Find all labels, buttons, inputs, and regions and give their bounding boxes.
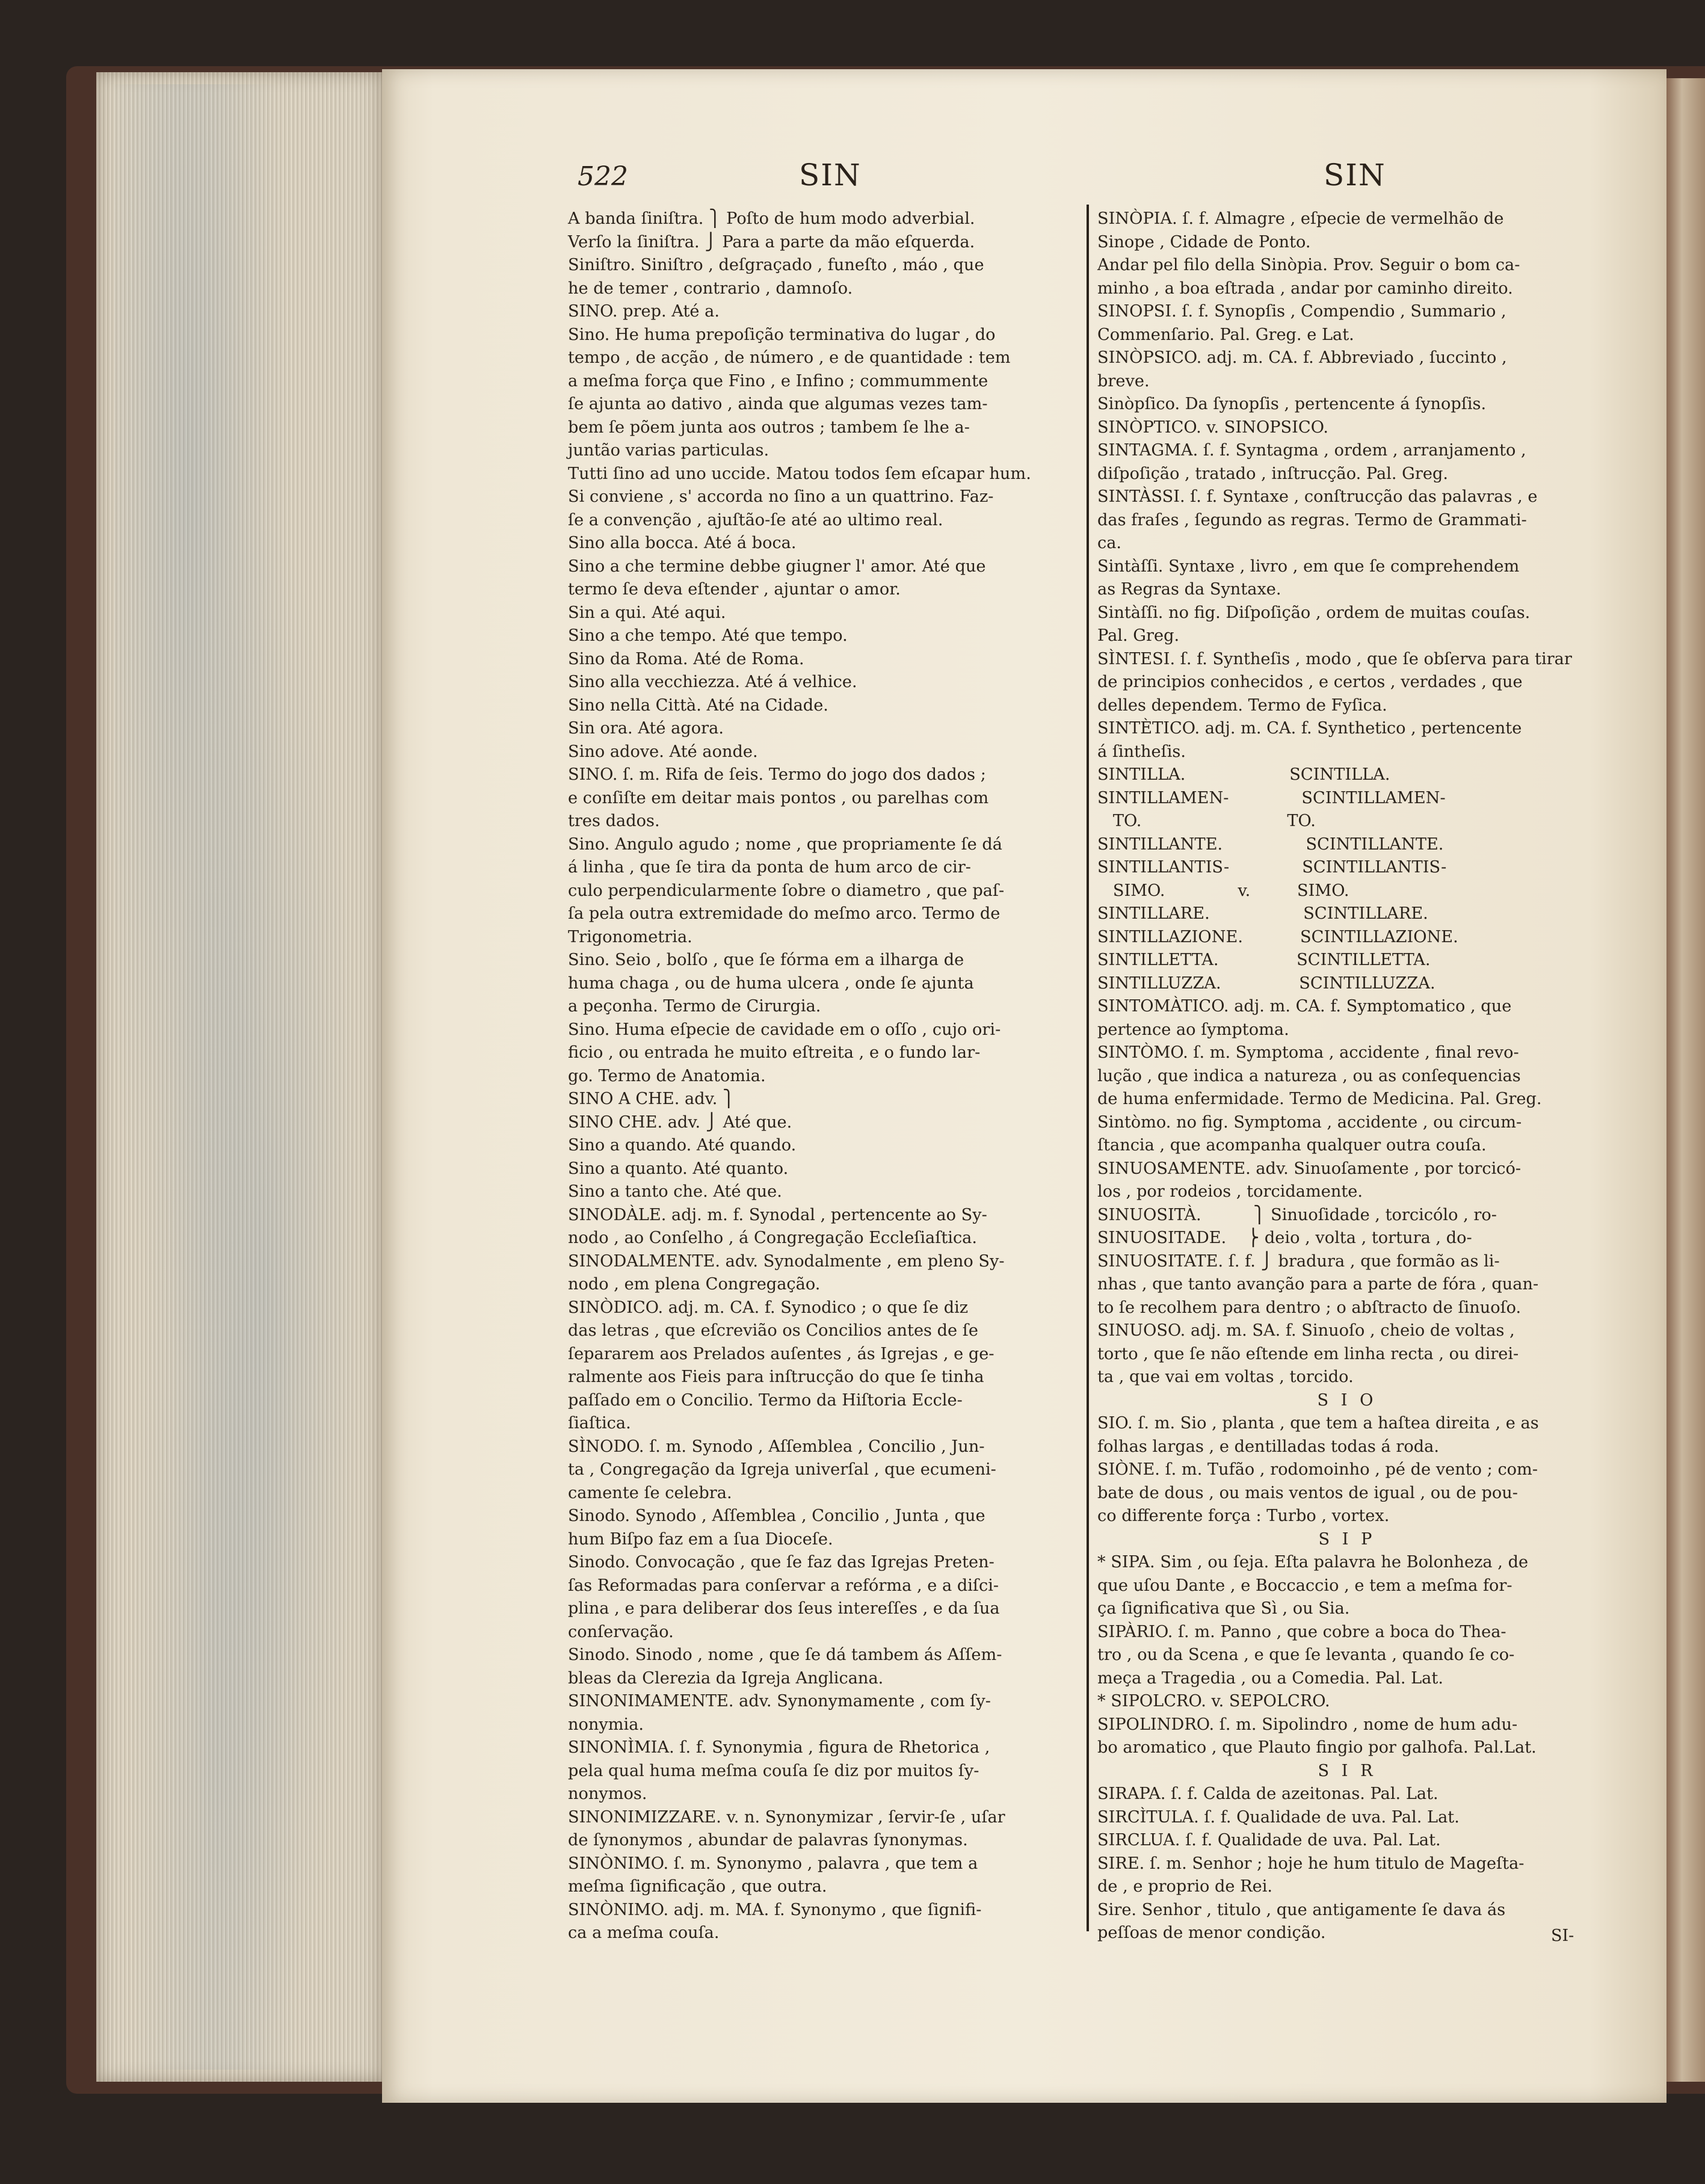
text-line: to ſe recolhem para dentro ; o abſtracto de ſinuoſo. — [1097, 1298, 1522, 1317]
text-line: Sintàſſi. Syntaxe , livro , em que ſe comprehendem — [1097, 557, 1520, 576]
sprinkled-edge-decoration — [114, 84, 367, 2070]
text-line: torto , que ſe não eſtende em linha recta , ou direi- — [1097, 1344, 1519, 1363]
text-line: Sire. Senhor , titulo , que antigamente ſe dava ás — [1097, 1900, 1506, 1919]
text-line: Sinodo. Synodo , Aſſemblea , Concilio , Junta , que — [568, 1507, 985, 1525]
text-line: SINTÈTICO. adj. m. CA. f. Synthetico , pertencente — [1097, 719, 1522, 738]
text-line: Sintòmo. no fig. Symptoma , accidente , ou circum- — [1097, 1112, 1522, 1132]
text-line: ca a meſma couſa. — [568, 1923, 720, 1942]
text-line: delles dependem. Termo de Fyſica. — [1097, 696, 1387, 715]
text-line: hum Biſpo faz em a ſua Dioceſe. — [568, 1529, 833, 1549]
text-line: SINÒPIA. ſ. f. Almagre , eſpecie de vermelhão de — [1097, 209, 1504, 228]
text-line: bem ſe põem junta aos outros ; tambem ſe lhe a- — [568, 418, 970, 437]
text-line: nhas , que tanto avanção para a parte de fóra , quan- — [1097, 1275, 1539, 1294]
text-line: Pal. Greg. — [1097, 626, 1180, 645]
text-line: co differente força : Turbo , vortex. — [1097, 1507, 1390, 1525]
text-line: Sino nella Città. Até na Cidade. — [568, 696, 828, 715]
text-line: ſtancia , que acompanha qualquer outra couſa. — [1097, 1136, 1487, 1155]
text-line: ſa pela outra extremidade do meſmo arco. Termo de — [568, 904, 1000, 923]
text-line: SINTILLARE. SCINTILLARE. — [1097, 904, 1428, 923]
text-line: tempo , de acção , de número , e de quantidade : tem — [568, 348, 1011, 367]
text-line: Sinodo. Sinodo , nome , que ſe dá tambem ás Aſſem- — [568, 1646, 1002, 1664]
text-line: SIPOLINDRO. ſ. m. Sipolindro , nome de hum adu- — [1097, 1715, 1518, 1734]
column-divider — [1087, 205, 1089, 1931]
text-line: ſe ajunta ao dativo , ainda que algumas vezes tam- — [568, 395, 988, 413]
text-line: de huma enfermidade. Termo de Medicina. Pal. Greg. — [1097, 1090, 1542, 1108]
text-line: Sino. He huma prepoſição terminativa do lugar , do — [568, 325, 996, 344]
text-line: Sino alla bocca. Até á boca. — [568, 534, 797, 552]
text-line: termo ſe deva eſtender , ajuntar o amor. — [568, 580, 901, 599]
text-line: Sin a qui. Até aqui. — [568, 603, 726, 622]
text-line: nodo , em plena Congregação. — [568, 1275, 821, 1294]
text-line: a peçonha. Termo de Cirurgia. — [568, 997, 821, 1016]
text-line: meça a Tragedia , ou a Comedia. Pal. Lat. — [1097, 1668, 1443, 1688]
text-line: SINO. ſ. m. Rifa de ſeis. Termo do jogo dos dados ; — [568, 765, 986, 784]
text-line: SINUOSITÀ. ⎫ Sinuoſidade , torcicólo , ro- — [1097, 1205, 1497, 1224]
text-line: Sino. Angulo agudo ; nome , que propriamente ſe dá — [568, 834, 1002, 854]
text-line: SINODALMENTE. adv. Synodalmente , em pleno Sy- — [568, 1251, 1005, 1271]
text-line: Commenſario. Pal. Greg. e Lat. — [1097, 325, 1354, 344]
text-line: peſſoas de menor condição. — [1097, 1923, 1326, 1942]
text-line: S I P — [1318, 1529, 1376, 1549]
text-line: Sinòpſico. Da ſynopſis , pertencente á ſynopſis. — [1097, 395, 1487, 413]
text-line: tres dados. — [568, 812, 660, 830]
text-line: A banda ſiniſtra. ⎫ Poſto de hum modo adverbial. — [568, 209, 975, 228]
page-number: 522 — [578, 161, 628, 192]
text-line: ſe a convenção , ajuſtão-ſe até ao ultimo real. — [568, 510, 943, 529]
text-line: á linha , que ſe tira da ponta de hum arco de cir- — [568, 858, 971, 877]
text-line: Si conviene , s' accorda no ſino a un quattrino. Faz- — [568, 487, 994, 506]
text-line: ta , Congregação da Igreja univerſal , que ecumeni- — [568, 1460, 996, 1479]
text-line: ſiaſtica. — [568, 1414, 631, 1433]
text-line: bo aromatico , que Plauto fingio por galhofa. Pal.Lat. — [1097, 1738, 1537, 1757]
text-line: lução , que indica a natureza , ou as conſequencias — [1097, 1066, 1521, 1085]
text-line: e conſiſte em deitar mais pontos , ou parelhas com — [568, 788, 989, 807]
text-line: SINOPSI. ſ. f. Synopſis , Compendio , Summario , — [1097, 302, 1506, 321]
text-line: Andar pel filo della Sinòpia. Prov. Seguir o bom ca- — [1097, 256, 1520, 274]
text-line: SIRCLUA. ſ. f. Qualidade de uva. Pal. Lat. — [1097, 1831, 1441, 1849]
text-line: as Regras da Syntaxe. — [1097, 580, 1281, 599]
text-line: meſma ſignificação , que outra. — [568, 1877, 827, 1896]
text-line: Verſo la ſiniſtra. ⎭ Para a parte da mão eſquerda. — [568, 232, 975, 251]
text-line: SINTILLANTE. SCINTILLANTE. — [1097, 834, 1444, 854]
text-line: SIRE. ſ. m. Senhor ; hoje he hum titulo de Mageſta- — [1097, 1854, 1525, 1873]
text-line: SIRAPA. ſ. f. Calda de azeitonas. Pal. Lat. — [1097, 1785, 1438, 1803]
text-line: Sino a quanto. Até quanto. — [568, 1159, 789, 1178]
text-line: S I O — [1317, 1390, 1377, 1410]
text-line: Sino. Seio , bolſo , que ſe fórma em a ilharga de — [568, 951, 964, 969]
text-line: pela qual huma meſma couſa ſe diz por muitos ſy- — [568, 1761, 979, 1780]
text-line: SINO. prep. Até a. — [568, 302, 720, 321]
text-line: Sin ora. Até agora. — [568, 719, 724, 738]
text-line: SINUOSITATE. ſ. f. ⎭ bradura , que formão as li- — [1097, 1251, 1500, 1271]
text-line: ralmente aos Fieis para inſtrucção do que ſe tinha — [568, 1368, 984, 1386]
text-line: ça ſignificativa que Sì , ou Sia. — [1097, 1599, 1350, 1618]
text-line: Sino adove. Até aonde. — [568, 742, 758, 761]
text-line: Sinodo. Convocação , que ſe faz das Igrejas Preten- — [568, 1553, 994, 1572]
text-line: * SIPOLCRO. v. SEPOLCRO. — [1097, 1692, 1330, 1710]
text-line: SINTILLAZIONE. SCINTILLAZIONE. — [1097, 927, 1458, 946]
text-line: Sino a che termine debbe giugner l' amor. Até que — [568, 557, 986, 576]
text-line: plina , e para deliberar dos ſeus intereſſes , e da ſua — [568, 1599, 1000, 1618]
text-line: SINÒDICO. adj. m. CA. f. Synodico ; o que ſe diz — [568, 1298, 969, 1317]
text-line: SÌNTESI. ſ. f. Syntheſis , modo , que ſe obſerva para tirar — [1097, 649, 1572, 668]
text-line: ficio , ou entrada he muito eſtreita , e o fundo lar- — [568, 1043, 981, 1062]
text-line: a meſma força que Fino , e Infino ; commummente — [568, 371, 988, 390]
text-line: Sino a che tempo. Até que tempo. — [568, 626, 848, 645]
text-line: SINONIMIZZARE. v. n. Synonymizar , ſervir-ſe , uſar — [568, 1807, 1005, 1827]
text-line: SINTÀSSI. ſ. f. Syntaxe , conſtrucção das palavras , e — [1097, 487, 1538, 506]
text-line: SINTILLANTIS- SCINTILLANTIS- — [1097, 858, 1447, 877]
text-line: paſſado em o Concilio. Termo da Hiſtoria Eccle- — [568, 1390, 963, 1410]
text-line: SINODÀLE. adj. m. f. Synodal , pertencente ao Sy- — [568, 1205, 987, 1224]
text-line: SIPÀRIO. ſ. m. Panno , que cobre a boca do Thea- — [1097, 1622, 1506, 1641]
text-line: SINTILLA. SCINTILLA. — [1097, 765, 1390, 784]
text-line: nonymos. — [568, 1785, 647, 1803]
text-line: SINÒPTICO. v. SINOPSICO. — [1097, 418, 1329, 437]
text-line: bate de dous , ou mais ventos de igual , ou de pou- — [1097, 1483, 1518, 1502]
text-line: SINÒPSICO. adj. m. CA. f. Abbreviado , ſuccinto , — [1097, 348, 1507, 367]
text-line: SINTILLAMEN- SCINTILLAMEN- — [1097, 788, 1446, 807]
text-line: das letras , que eſcrevião os Concilios antes de ſe — [568, 1321, 978, 1340]
facing-page-edge — [1666, 78, 1705, 2082]
right-column — [1097, 208, 1597, 1945]
text-line: tro , ou da Scena , e que ſe levanta , quando ſe co- — [1097, 1646, 1515, 1664]
text-line: Sino alla vecchiezza. Até á velhice. — [568, 673, 857, 691]
text-line: SINTOMÀTICO. adj. m. CA. f. Symptomatico , que — [1097, 997, 1512, 1016]
text-line: Sino a quando. Até quando. — [568, 1136, 797, 1155]
text-line: SINUOSO. adj. m. SA. f. Sinuoſo , cheio de voltas , — [1097, 1321, 1515, 1340]
text-line: SINONÌMIA. ſ. f. Synonymia , figura de Rhetorica , — [568, 1738, 990, 1757]
text-line: SIRCÌTULA. ſ. f. Qualidade de uva. Pal. Lat. — [1097, 1807, 1460, 1827]
text-line: ſas Reformadas para conſervar a refórma , e a diſci- — [568, 1576, 999, 1595]
text-line: ſepararem aos Prelados auſentes , ás Igrejas , e ge- — [568, 1344, 994, 1363]
text-line: de ſynonymos , abundar de palavras ſynonymas. — [568, 1831, 968, 1849]
text-line: SIÒNE. ſ. m. Tufão , rodomoinho , pé de vento ; com- — [1097, 1460, 1538, 1479]
text-line: SIMO. v. SIMO. — [1097, 881, 1349, 900]
text-line: conſervação. — [568, 1622, 674, 1641]
text-line: Siniſtro. Siniſtro , deſgraçado , funeſto , máo , que — [568, 256, 984, 274]
text-line: SIO. ſ. m. Sio , planta , que tem a haſtea direita , e as — [1097, 1414, 1539, 1433]
text-line: huma chaga , ou de huma ulcera , onde ſe ajunta — [568, 973, 974, 993]
text-line: folhas largas , e dentilladas todas á roda. — [1097, 1437, 1439, 1456]
text-line: SINTÒMO. ſ. m. Symptoma , accidente , final revo- — [1097, 1043, 1519, 1062]
text-line: SINTILLUZZA. SCINTILLUZZA. — [1097, 973, 1435, 993]
text-line: SINTILLETTA. SCINTILLETTA. — [1097, 951, 1431, 969]
text-line: minho , a boa eſtrada , andar por caminho direito. — [1097, 279, 1513, 298]
text-line: nonymia. — [568, 1715, 644, 1734]
text-line: das fraſes , ſegundo as regras. Termo de Grammati- — [1097, 510, 1527, 529]
text-line: ta , que vai em voltas , torcido. — [1097, 1368, 1354, 1386]
text-line: los , por rodeios , torcidamente. — [1097, 1182, 1363, 1201]
catchword: SI- — [1551, 1926, 1574, 1945]
text-line: juntão varias particulas. — [568, 441, 769, 460]
left-column — [568, 208, 1076, 1945]
text-line: S I R — [1318, 1761, 1377, 1780]
text-line: Sino. Huma eſpecie de cavidade em o oſſo , cujo ori- — [568, 1020, 1001, 1039]
text-line: go. Termo de Anatomia. — [568, 1066, 766, 1085]
text-line: SINTAGMA. ſ. f. Syntagma , ordem , arranjamento , — [1097, 441, 1526, 460]
text-line: SINUOSITADE. ⎬ deio , volta , tortura , do- — [1097, 1229, 1472, 1247]
running-head-right: SIN — [1324, 158, 1386, 193]
text-line: culo perpendicularmente ſobre o diametro , que paſ- — [568, 881, 1005, 900]
text-line: Sino da Roma. Até de Roma. — [568, 649, 804, 668]
text-line: SINO CHE. adv. ⎭ Até que. — [568, 1112, 792, 1132]
text-line: he de temer , contrario , damnoſo. — [568, 279, 853, 298]
text-line: * SIPA. Sim , ou ſeja. Eſta palavra he Bolonheza , de — [1097, 1553, 1529, 1572]
text-line: de principios conhecidos , e certos , verdades , que — [1097, 673, 1523, 691]
text-line: de , e proprio de Rei. — [1097, 1877, 1273, 1896]
text-line: SINÒNIMO. ſ. m. Synonymo , palavra , que tem a — [568, 1854, 978, 1873]
text-line: bleas da Clerezia da Igreja Anglicana. — [568, 1668, 884, 1688]
text-line: Tutti ſino ad uno uccide. Matou todos ſem eſcapar hum. — [568, 464, 1031, 483]
text-line: breve. — [1097, 371, 1150, 390]
text-line: diſpoſição , tratado , inſtrucção. Pal. Greg. — [1097, 464, 1449, 483]
text-line: SINO A CHE. adv. ⎫ — [568, 1090, 735, 1108]
running-head-left: SIN — [799, 158, 862, 193]
text-line: TO. TO. — [1097, 812, 1316, 830]
text-line: SINUOSAMENTE. adv. Sinuoſamente , por torcicó- — [1097, 1159, 1522, 1178]
text-line: Sintàſſi. no fig. Diſpoſição , ordem de muitas couſas. — [1097, 603, 1531, 622]
text-line: pertence ao ſymptoma. — [1097, 1020, 1289, 1039]
text-line: Trigonometria. — [568, 927, 692, 946]
text-line: SÌNODO. ſ. m. Synodo , Aſſemblea , Concilio , Jun- — [568, 1437, 985, 1456]
text-line: ca. — [1097, 534, 1122, 552]
text-line: SINONIMAMENTE. adv. Synonymamente , com ſy- — [568, 1692, 991, 1710]
text-line: nodo , ao Conſelho , á Congregação Eccleſiaſtica. — [568, 1229, 978, 1247]
text-line: que uſou Dante , e Boccaccio , e tem a meſma for- — [1097, 1576, 1512, 1595]
text-line: camente ſe celebra. — [568, 1483, 732, 1502]
text-line: Sinope , Cidade de Ponto. — [1097, 232, 1311, 251]
text-line: á ſintheſis. — [1097, 742, 1186, 761]
text-line: SINÒNIMO. adj. m. MA. f. Synonymo , que ſignifi- — [568, 1900, 982, 1919]
text-line: Sino a tanto che. Até que. — [568, 1182, 782, 1201]
